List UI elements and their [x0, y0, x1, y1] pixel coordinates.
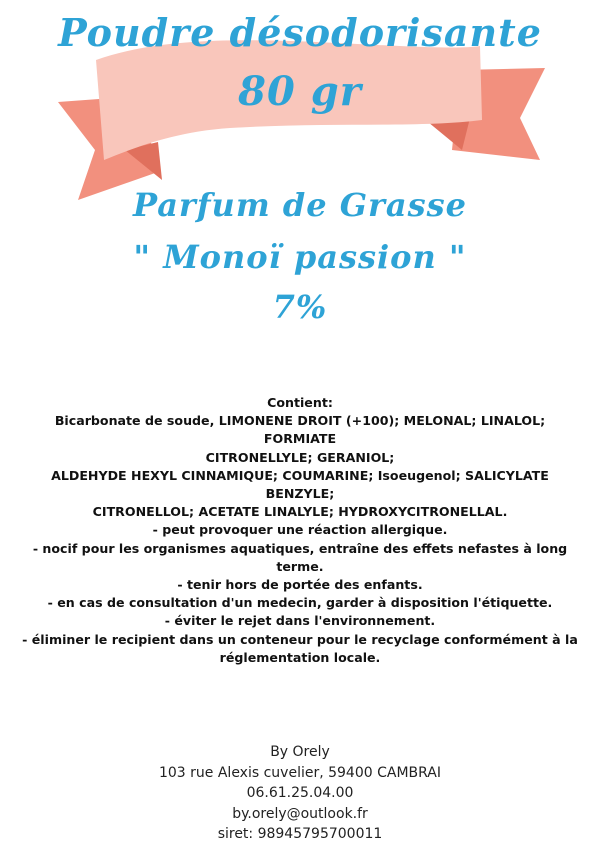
contact-footer [0, 742, 600, 845]
product-weight: 80 gr [238, 68, 362, 115]
ingredients-line: Bicarbonate de soude, LIMONENE DROIT (+100); MELONAL; LINALOL; FORMIATE [54, 413, 546, 447]
warning-line: - éliminer le recipient dans un conteneur pour le recyclage conformément à la [22, 631, 578, 647]
perfume-percentage: 7% [272, 288, 328, 326]
email-address: by.orely@outlook.fr [232, 805, 368, 822]
warning-line: - éviter le rejet dans l'environnement. [164, 613, 436, 629]
product-title: Poudre désodorisante [58, 10, 542, 55]
address: 103 rue Alexis cuvelier, 59400 CAMBRAI [158, 764, 442, 781]
siret-number: siret: 98945795700011 [217, 826, 383, 842]
ingredients-line: CITRONELLYLE; GERANIOL; [205, 449, 395, 465]
brand-name: By Orely [270, 744, 330, 760]
ingredients-line: ALDEHYDE HEXYL CINNAMIQUE; COUMARINE; Isoeugenol; SALICYLATE BENZYLE; [51, 467, 549, 502]
warning-line: terme. [276, 558, 324, 574]
ingredients-line: CITRONELLOL; ACETATE LINALYLE; HYDROXYCITRONELLAL. [92, 504, 508, 520]
warning-line: réglementation locale. [219, 649, 381, 665]
perfume-variant: " Monoï passion " [133, 238, 467, 276]
perfume-name: Parfum de Grasse [132, 186, 467, 224]
warning-line: - en cas de consultation d'un medecin, garder à disposition l'étiquette. [47, 595, 553, 611]
warning-line: - tenir hors de portée des enfants. [177, 577, 423, 593]
warning-line: - nocif pour les organismes aquatiques, entraîne des effets nefastes à long [32, 540, 568, 556]
warning-line: - peut provoquer une réaction allergique. [152, 522, 448, 538]
phone-number: 06.61.25.04.00 [246, 785, 354, 801]
contents-heading: Contient: [267, 395, 333, 410]
composition-block [20, 394, 580, 667]
